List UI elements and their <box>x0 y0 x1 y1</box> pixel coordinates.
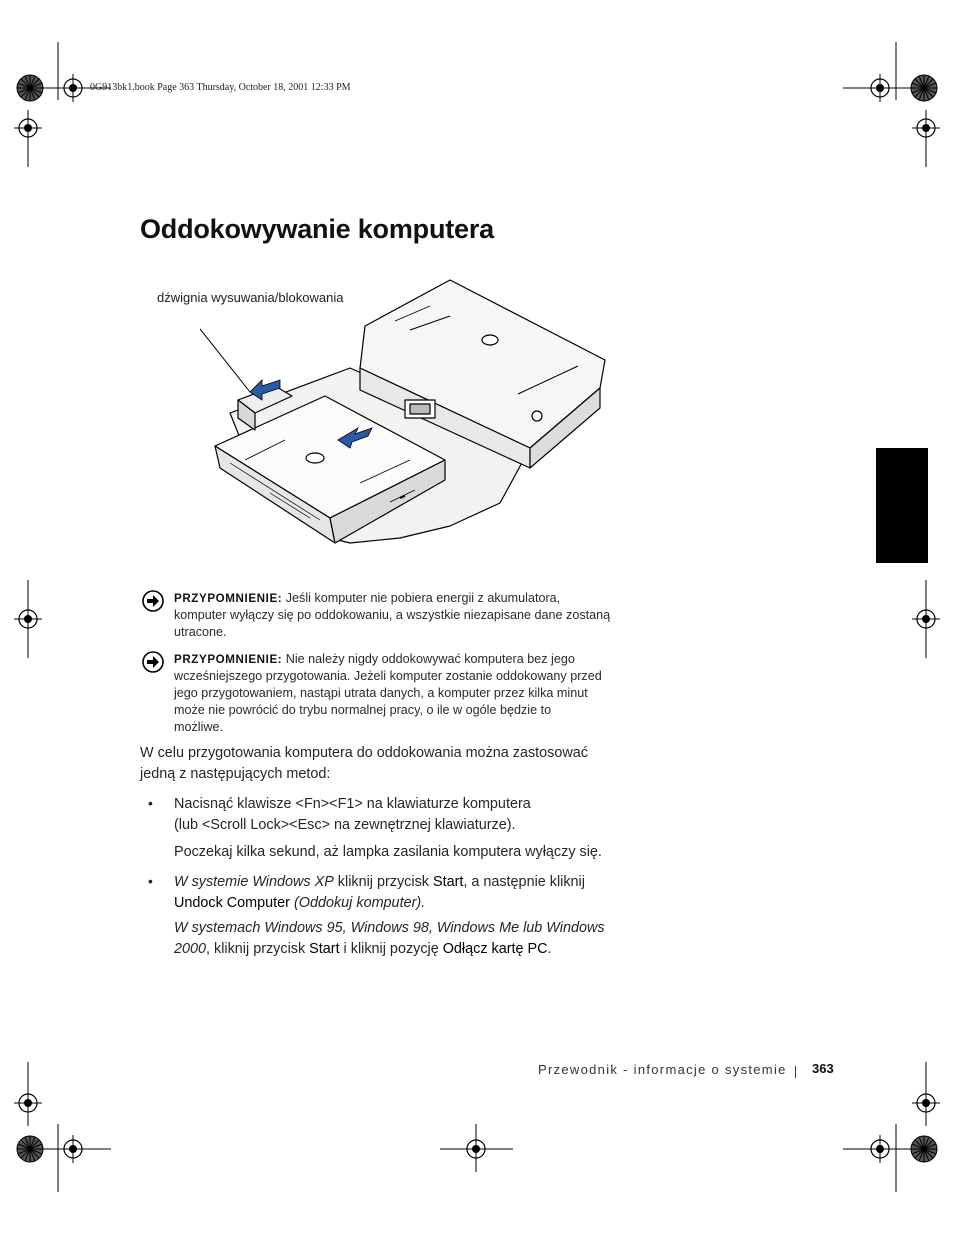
bullet-text: i kliknij pozycję <box>339 941 443 957</box>
os-name: W systemie Windows XP <box>174 874 334 890</box>
bullet-text: . <box>547 941 552 957</box>
note-label: PRZYPOMNIENIE: <box>174 653 283 666</box>
bullet-sub-paragraph: Poczekaj kilka sekund, aż lampka zasilania komputera wyłączy się. <box>174 844 602 860</box>
arrow-circle-icon <box>142 651 164 673</box>
note-1 <box>142 590 632 641</box>
note-text-line: wcześniejszego przygotowania. Jeżeli komputer zostanie oddokowany przed <box>174 669 602 683</box>
bullet-item-windows-xp <box>174 872 644 914</box>
ui-term-translation: (Oddokuj komputer). <box>289 895 426 911</box>
ui-term-pc-card: Odłącz kartę PC <box>442 941 548 957</box>
page-number: 363 <box>812 1061 834 1076</box>
bullet-sub-paragraph <box>174 918 644 960</box>
figure-callout-label: dźwignia wysuwania/blokowania <box>157 290 344 305</box>
intro-line: W celu przygotowania komputera do oddokowania można zastosować <box>140 745 588 761</box>
bullet-line: (lub <Scroll Lock><Esc> na zewnętrznej klawiaturze). <box>174 817 516 833</box>
ui-term-start: Start <box>432 874 464 890</box>
note-label: PRZYPOMNIENIE: <box>174 592 283 605</box>
bullet-text: kliknij przycisk <box>333 874 433 890</box>
page-title: Oddokowywanie komputera <box>140 214 494 244</box>
docking-illustration <box>200 268 620 558</box>
bullet-line: Nacisnąć klawisze <Fn><F1> na klawiaturze komputera <box>174 796 531 812</box>
ui-term-undock: Undock Computer <box>174 895 290 911</box>
intro-paragraph <box>140 743 640 785</box>
note-text-line: możliwe. <box>174 720 223 734</box>
note-text-line: Jeśli komputer nie pobiera energii z akumulatora, <box>285 591 561 605</box>
ui-term-start: Start <box>309 941 340 957</box>
note-text-line: może nie powrócić do trybu normalnej pracy, o ile w ogóle będzie to <box>174 703 552 717</box>
os-names: W systemach Windows 95, Windows 98, Windows Me lub Windows <box>174 920 605 936</box>
bullet-item-fn-keys <box>174 794 644 836</box>
os-name: 2000 <box>174 941 207 957</box>
footer-separator <box>795 1066 796 1078</box>
chapter-thumb-tab <box>876 448 928 563</box>
intro-line: jedną z następujących metod: <box>140 766 331 782</box>
footer-title: Przewodnik - informacje o systemie <box>538 1062 787 1077</box>
bullet-marker: • <box>148 795 153 811</box>
print-header-stamp: 0G913bk1.book Page 363 Thursday, October 18, 2001 12:33 PM <box>90 82 351 93</box>
bullet-marker: • <box>148 873 153 889</box>
note-text-line: Nie należy nigdy oddokowywać komputera bez jego <box>285 652 575 666</box>
bullet-text: , kliknij przycisk <box>206 941 310 957</box>
note-text-line: komputer wyłączy się po oddokowaniu, a wszystkie niezapisane dane zostaną <box>174 608 611 622</box>
note-text-line: jego przygotowaniem, nastąpi utrata danych, a komputer przez kilka minut <box>174 686 588 700</box>
note-2 <box>142 651 632 736</box>
note-text-line: utracone. <box>174 625 227 639</box>
bullet-text: , a następnie kliknij <box>463 874 585 890</box>
arrow-circle-icon <box>142 590 164 612</box>
